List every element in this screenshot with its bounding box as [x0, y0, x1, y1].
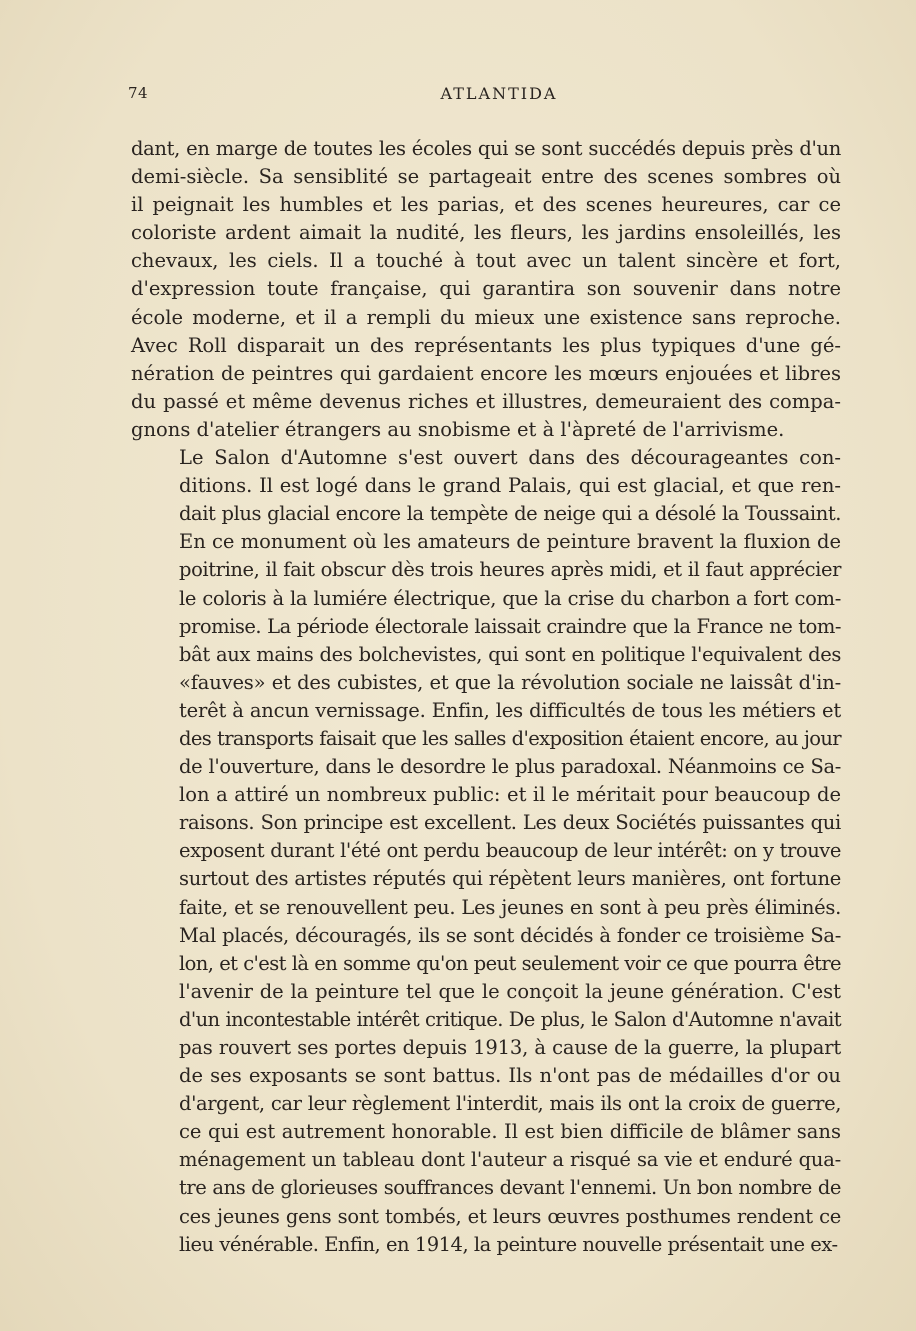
- text-line: pas rouvert ses portes depuis 1913, à cause de la guerre, la plupart: [179, 1036, 841, 1059]
- body-text: [131, 135, 841, 1259]
- text-line: école moderne, et il a rempli du mieux une existence sans reproche.: [131, 305, 841, 329]
- text-line: dant, en marge de toutes les écoles qui se sont succédés depuis près d'un: [131, 137, 841, 160]
- text-line: nération de peintres qui gardaient encore les mœurs enjouées et libres: [131, 361, 841, 385]
- text-line: d'un incontestable intérêt critique. De plus, le Salon d'Automne n'avait: [179, 1007, 841, 1031]
- text-line: chevaux, les ciels. Il a touché à tout avec un talent sincère et fort,: [131, 249, 841, 273]
- text-line: terêt à ancun vernissage. Enfin, les difficultés de tous les métiers et: [179, 698, 841, 722]
- page-number: 74: [128, 84, 149, 102]
- text-line: dait plus glacial encore la tempète de neige qui a désolé la Toussaint.: [179, 502, 841, 526]
- text-line: l'avenir de la peinture tel que le conçoit la jeune génération. C'est: [179, 979, 841, 1003]
- text-line: lieu vénérable. Enfin, en 1914, la peinture nouvelle présentait une ex-: [179, 1232, 838, 1256]
- text-line: promise. La période électorale laissait craindre que la France ne tom-: [179, 614, 841, 638]
- text-line: exposent durant l'été ont perdu beaucoup de leur intérêt: on y trouve: [179, 839, 841, 863]
- text-line: gnons d'atelier étrangers au snobisme et à l'àpreté de l'arrivisme.: [131, 417, 785, 441]
- text-line: coloriste ardent aimait la nudité, les fleurs, les jardins ensoleillés, les: [131, 221, 841, 245]
- text-line: ce qui est autrement honorable. Il est bien difficile de blâmer sans: [179, 1120, 841, 1144]
- text-line: le coloris à la lumiére électrique, que la crise du charbon a fort com-: [179, 586, 841, 610]
- text-line: de ses exposants se sont battus. Ils n'ont pas de médailles d'or ou: [179, 1064, 841, 1088]
- text-line: des transports faisait que les salles d'exposition étaient encore, au jour: [179, 726, 841, 750]
- running-head: [128, 84, 840, 110]
- paragraph-salon-automne: [131, 444, 841, 1259]
- text-line: de l'ouverture, dans le desordre le plus paradoxal. Néanmoins ce Sa-: [179, 755, 841, 779]
- text-line: poitrine, il fait obscur dès trois heures après midi, et il faut apprécier: [179, 558, 841, 582]
- text-line: ménagement un tableau dont l'auteur a risqué sa vie et enduré qua-: [179, 1148, 841, 1172]
- text-line: lon a attiré un nombreux public: et il le méritait pour beaucoup de: [179, 783, 841, 807]
- text-line: d'argent, car leur règlement l'interdit, mais ils ont la croix de guerre,: [179, 1092, 841, 1116]
- text-line: raisons. Son principe est excellent. Les deux Sociétés puissantes qui: [179, 811, 841, 835]
- text-line: Le Salon d'Automne s'est ouvert dans des décourageantes con-: [179, 446, 841, 470]
- text-line: surtout des artistes réputés qui répètent leurs manières, ont fortune: [179, 867, 841, 891]
- paragraph-roll: [131, 135, 841, 444]
- text-line: En ce monument où les amateurs de peinture bravent la fluxion de: [179, 530, 841, 554]
- journal-title: ATLANTIDA: [440, 84, 558, 103]
- text-line: faite, et se renouvellent peu. Les jeunes en sont à peu près éliminés.: [179, 895, 841, 919]
- text-line: ces jeunes gens sont tombés, et leurs œuvres posthumes rendent ce: [179, 1204, 841, 1228]
- text-line: il peignait les humbles et les parias, et des scenes heureures, car ce: [131, 193, 841, 217]
- text-line: tre ans de glorieuses souffrances devant l'ennemi. Un bon nombre de: [179, 1176, 841, 1200]
- text-line: ditions. Il est logé dans le grand Palais, qui est glacial, et que ren-: [179, 474, 841, 498]
- text-line: Avec Roll disparait un des représentants les plus typiques d'une gé-: [131, 333, 841, 357]
- text-line: Mal placés, découragés, ils se sont décidés à fonder ce troisième Sa-: [179, 923, 841, 947]
- text-line: «fauves» et des cubistes, et que la révolution sociale ne laissât d'in-: [179, 670, 841, 694]
- text-line: du passé et même devenus riches et illustres, demeuraient des compa-: [131, 389, 841, 413]
- text-line: demi-siècle. Sa sensiblité se partageait entre des scenes sombres où: [131, 165, 841, 189]
- text-line: d'expression toute française, qui garantira son souvenir dans notre: [131, 277, 841, 301]
- text-line: lon, et c'est là en somme qu'on peut seulement voir ce que pourra être: [179, 951, 841, 975]
- text-line: bât aux mains des bolchevistes, qui sont en politique l'equivalent des: [179, 642, 841, 666]
